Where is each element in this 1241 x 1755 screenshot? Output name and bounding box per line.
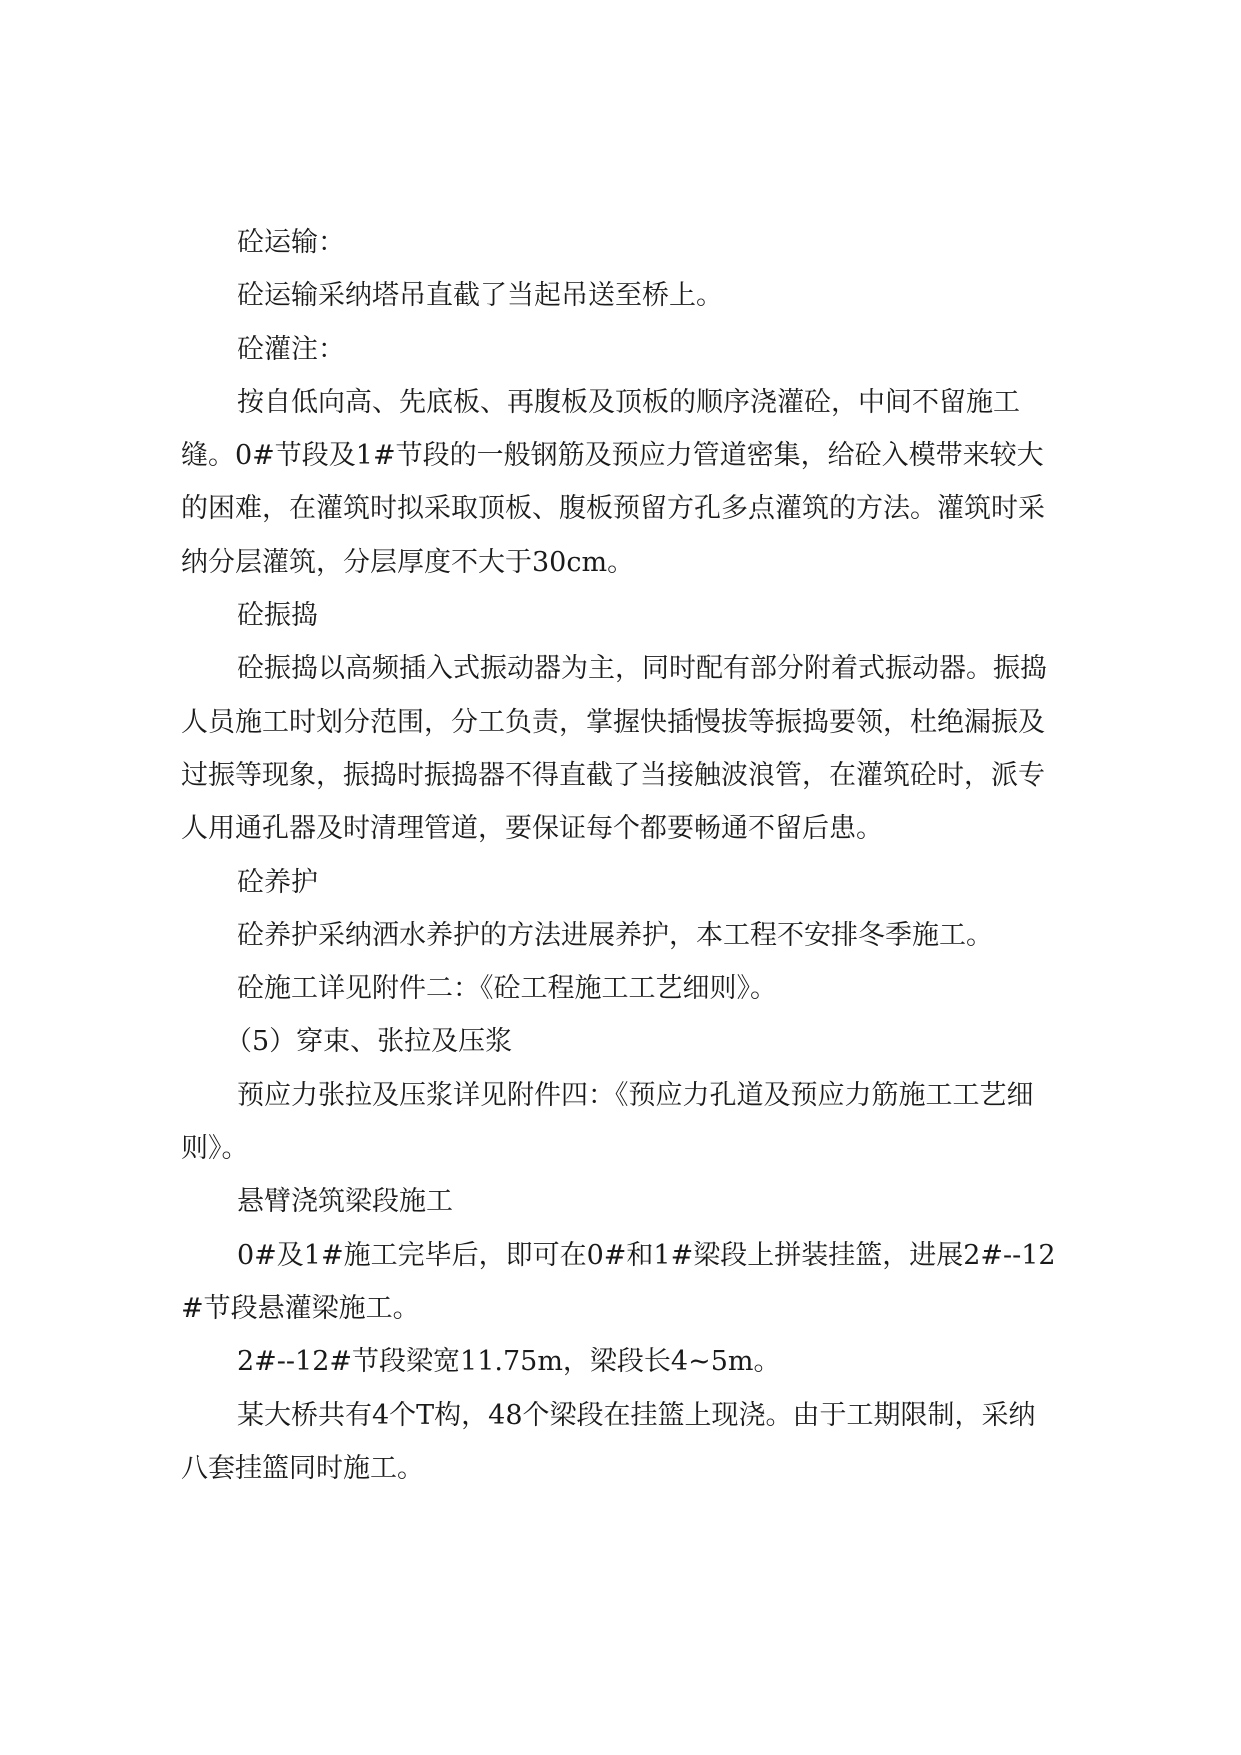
document-body [181, 216, 1061, 1495]
heading-concrete-vibration: 砼振捣 [237, 600, 318, 632]
paragraph-segment-dimensions: 2#--12#节段梁宽11.75m，梁段长4~5m。 [237, 1346, 781, 1378]
paragraph-concrete-curing: 砼养护采纳洒水养护的方法进展养护，本工程不安排冬季施工。 [237, 919, 993, 951]
paragraph-concrete-pouring: 按自低向高、先底板、再腹板及顶板的顺序浇灌砼，中间不留施工缝。0#节段及1#节段的一般钢筋及预应力管道密集，给砼入模带来较大的困难，在灌筑时拟采取顶板、腹板预留方孔多点灌筑的方法。灌筑时采纳分层灌筑，分层厚度不大于30cm。 [181, 386, 1045, 578]
paragraph-cantilever-assembly: 0#及1#施工完毕后，即可在0#和1#梁段上拼装挂篮，进展2#--12#节段悬灌梁施工。 [181, 1239, 1056, 1324]
paragraph-concrete-transport: 砼运输采纳塔吊直截了当起吊送至桥上。 [237, 280, 723, 312]
paragraph-concrete-vibration: 砼振捣以高频插入式振动器为主，同时配有部分附着式振动器。振捣人员施工时划分范围，分工负责，掌握快插慢拔等振捣要领，杜绝漏振及过振等现象，振捣时振捣器不得直截了当接触波浪管，在灌筑砼时，派专人用通孔器及时清理管道，要保证每个都要畅通不留后患。 [181, 653, 1047, 845]
paragraph-bridge-overview: 某大桥共有4个T构，48个梁段在挂篮上现浇。由于工期限制，采纳八套挂篮同时施工。 [181, 1399, 1036, 1484]
heading-tensioning-grouting: （5）穿束、张拉及压浆 [225, 1026, 513, 1058]
heading-cantilever-casting: 悬臂浇筑梁段施工 [237, 1186, 453, 1218]
heading-concrete-transport: 砼运输： [237, 227, 345, 258]
paragraph-concrete-appendix: 砼施工详见附件二：《砼工程施工工艺细则》。 [237, 973, 777, 1005]
heading-concrete-curing: 砼养护 [237, 866, 318, 898]
paragraph-tensioning-appendix: 预应力张拉及压浆详见附件四：《预应力孔道及预应力筋施工工艺细则》。 [181, 1079, 1034, 1165]
heading-concrete-pouring: 砼灌注： [237, 333, 345, 365]
